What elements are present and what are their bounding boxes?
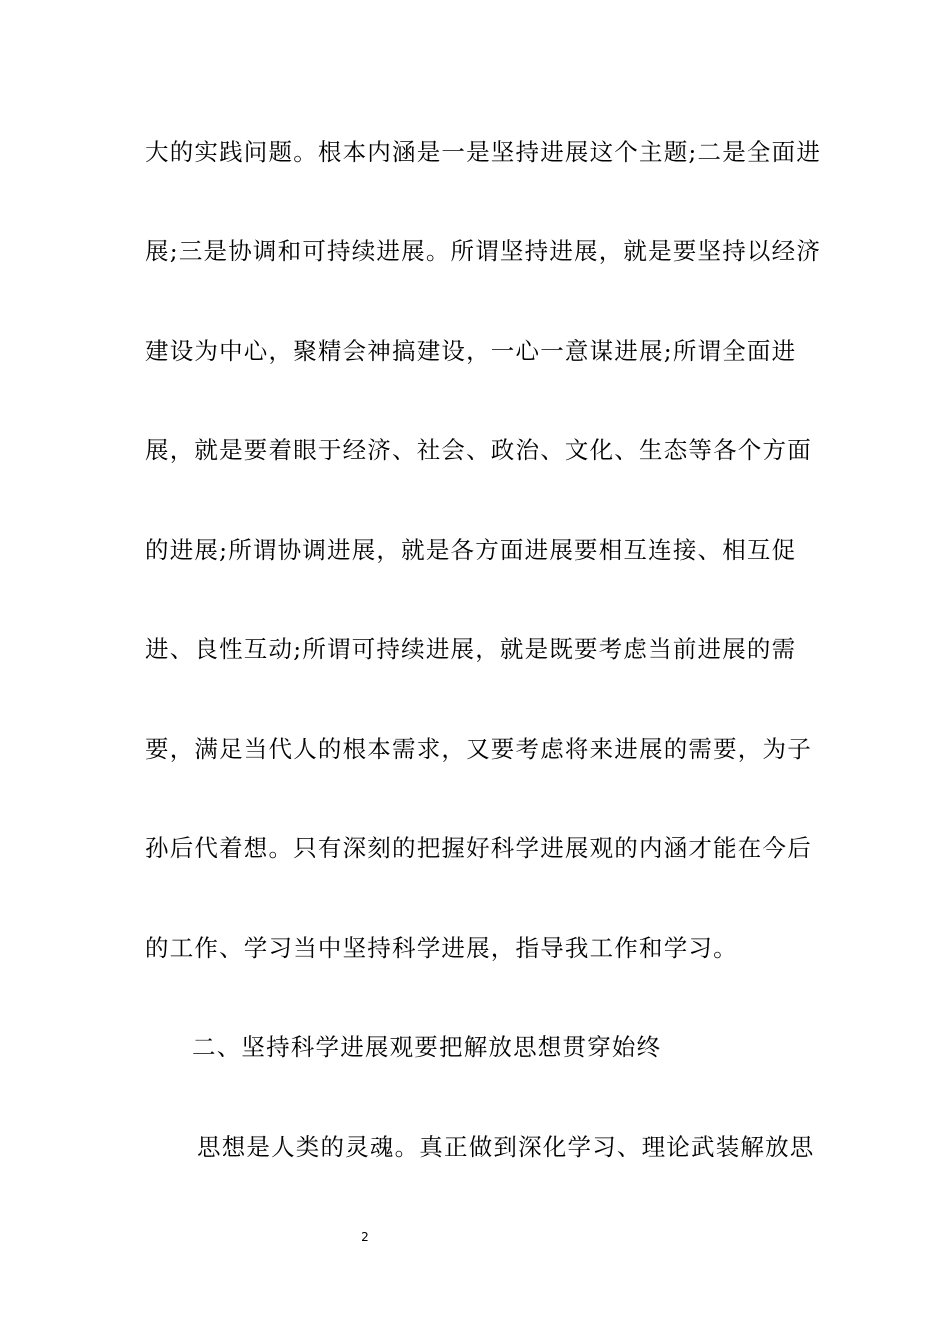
body-text-line: 孙后代着想。只有深刻的把握好科学进展观的内涵才能在今后 bbox=[145, 834, 812, 862]
body-text-line: 的进展;所谓协调进展，就是各方面进展要相互连接、相互促 bbox=[145, 536, 797, 564]
section-heading: 二、坚持科学进展观要把解放思想贯穿始终 bbox=[192, 1033, 662, 1061]
body-text-line: 要，满足当代人的根本需求，又要考虑将来进展的需要，为子 bbox=[145, 735, 812, 763]
body-text-line: 展;三是协调和可持续进展。所谓坚持进展，就是要坚持以经济 bbox=[145, 237, 822, 265]
body-text-line: 建设为中心，聚精会神搞建设，一心一意谋进展;所谓全面进 bbox=[145, 337, 797, 365]
body-text-line: 展，就是要着眼于经济、社会、政治、文化、生态等各个方面 bbox=[145, 436, 812, 464]
body-text-line: 进、良性互动;所谓可持续进展，就是既要考虑当前进展的需 bbox=[145, 635, 797, 663]
body-text-line: 大的实践问题。根本内涵是一是坚持进展这个主题;二是全面进 bbox=[145, 138, 822, 166]
paragraph-first-line: 思想是人类的灵魂。真正做到深化学习、理论武装解放思 bbox=[197, 1133, 815, 1161]
body-text-line: 的工作、学习当中坚持科学进展，指导我工作和学习。 bbox=[145, 934, 738, 962]
page-number: 2 bbox=[361, 1230, 369, 1244]
